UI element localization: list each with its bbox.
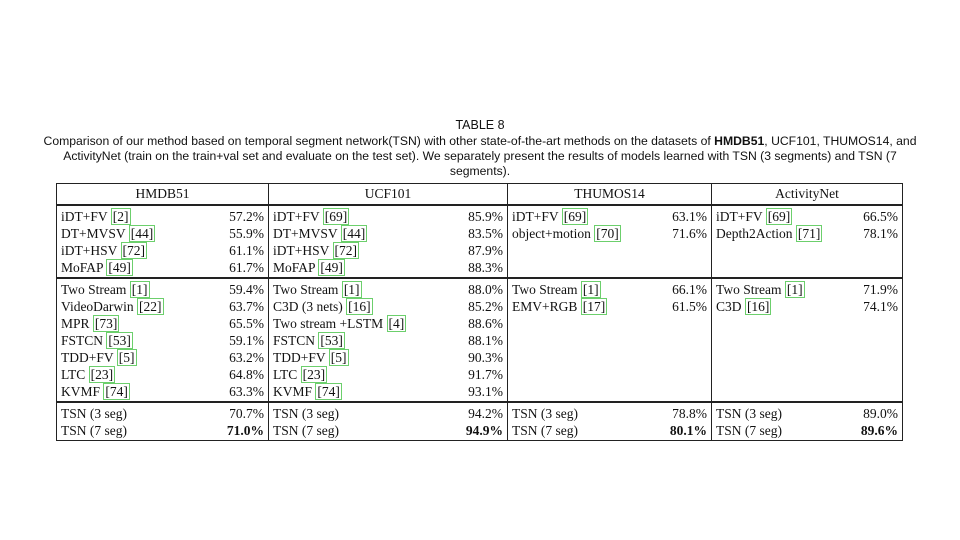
results-table [56, 183, 903, 441]
method-cell [269, 349, 453, 366]
method-cell [508, 205, 660, 225]
method-cell [269, 422, 453, 441]
accuracy-cell [453, 225, 508, 242]
method-cell [712, 205, 852, 225]
method-cell [508, 422, 660, 441]
caption-text-before: Comparison of our method based on temporal segment network(TSN) with other state-of-the-art methods on the datasets of [43, 134, 715, 148]
accuracy-cell [852, 366, 903, 383]
accuracy-value: 71.0% [226, 423, 265, 438]
accuracy-cell [660, 278, 712, 298]
method-cell [712, 332, 852, 349]
method-cell [57, 259, 215, 278]
accuracy-value: 93.1% [468, 384, 504, 399]
accuracy-value: 63.3% [229, 384, 265, 399]
accuracy-value: 66.1% [672, 282, 708, 297]
header-ucf101: UCF101 [269, 184, 508, 206]
citation-ref[interactable]: [74] [105, 384, 128, 399]
method-cell [508, 315, 660, 332]
table-caption [40, 118, 920, 179]
method-cell [269, 259, 453, 278]
method-name: iDT+FV [61, 209, 108, 224]
accuracy-cell [660, 349, 712, 366]
accuracy-value: 63.1% [672, 209, 708, 224]
table-row [57, 332, 903, 349]
accuracy-cell [660, 402, 712, 422]
method-cell [712, 402, 852, 422]
method-cell [712, 315, 852, 332]
method-name: KVMF [61, 384, 101, 399]
citation-ref[interactable]: [69] [767, 209, 791, 224]
accuracy-cell [215, 278, 269, 298]
method-name: iDT+HSV [273, 243, 330, 258]
accuracy-cell [852, 242, 903, 259]
accuracy-value: 91.7% [468, 367, 504, 382]
method-name: Two Stream [273, 282, 339, 297]
method-cell [508, 402, 660, 422]
citation-ref[interactable]: [70] [596, 226, 619, 241]
method-name: MPR [61, 316, 90, 331]
accuracy-cell [660, 366, 712, 383]
accuracy-cell [852, 205, 903, 225]
results-body [57, 205, 903, 441]
table-row [57, 278, 903, 298]
accuracy-value: 88.1% [468, 333, 504, 348]
accuracy-value: 64.8% [229, 367, 265, 382]
method-cell [508, 259, 660, 278]
citation-ref[interactable]: [4] [388, 316, 405, 331]
method-name: C3D (3 nets) [273, 299, 343, 314]
method-name: TSN (3 seg) [512, 406, 579, 421]
method-cell [508, 225, 660, 242]
table-row [57, 383, 903, 402]
header-hmdb51: HMDB51 [57, 184, 269, 206]
citation-ref[interactable]: [16] [746, 299, 770, 314]
method-name: TDD+FV [273, 350, 326, 365]
method-name: Two Stream [512, 282, 578, 297]
accuracy-value: 88.0% [468, 282, 504, 297]
method-cell [57, 366, 215, 383]
accuracy-cell [660, 225, 712, 242]
accuracy-cell [453, 315, 508, 332]
accuracy-cell [660, 422, 712, 441]
method-name: VideoDarwin [61, 299, 134, 314]
method-name: FSTCN [273, 333, 316, 348]
accuracy-cell [852, 422, 903, 441]
accuracy-value: 88.3% [468, 260, 504, 275]
accuracy-value: 94.2% [468, 406, 504, 421]
table-label: TABLE 8 [455, 118, 505, 132]
citation-ref[interactable]: [69] [563, 209, 587, 224]
header-activitynet: ActivityNet [712, 184, 903, 206]
caption-text-after: , UCF101, THUMOS14, and ActivityNet (train on the train+val set and evaluate on the test set). We separately present the results of models learned with TSN (3 segments) and TSN (7 segments). [63, 134, 917, 178]
method-cell [508, 383, 660, 402]
method-name: EMV+RGB [512, 299, 578, 314]
citation-ref[interactable]: [16] [348, 299, 371, 314]
accuracy-value: 66.5% [863, 209, 899, 224]
accuracy-cell [852, 278, 903, 298]
method-name: FSTCN [61, 333, 104, 348]
citation-ref[interactable]: [74] [317, 384, 340, 399]
table-row [57, 225, 903, 242]
method-name: TSN (7 seg) [716, 423, 783, 438]
method-cell [269, 315, 453, 332]
method-name: LTC [273, 367, 298, 382]
accuracy-cell [453, 383, 508, 402]
citation-ref[interactable]: [1] [343, 282, 360, 297]
accuracy-cell [215, 242, 269, 259]
citation-ref[interactable]: [44] [342, 226, 366, 241]
method-cell [57, 422, 215, 441]
method-cell [508, 366, 660, 383]
accuracy-cell [852, 332, 903, 349]
accuracy-value: 59.1% [229, 333, 265, 348]
method-cell [269, 225, 453, 242]
accuracy-cell [215, 315, 269, 332]
accuracy-value: 78.1% [863, 226, 899, 241]
accuracy-value: 89.0% [863, 406, 899, 421]
accuracy-cell [215, 349, 269, 366]
accuracy-cell [215, 366, 269, 383]
header-row [57, 184, 903, 206]
method-name: KVMF [273, 384, 313, 399]
method-name: DT+MVSV [61, 226, 126, 241]
accuracy-cell [215, 332, 269, 349]
accuracy-value: 74.1% [863, 299, 899, 314]
table-row [57, 366, 903, 383]
accuracy-value: 83.5% [468, 226, 504, 241]
citation-ref[interactable]: [5] [330, 350, 347, 365]
accuracy-value: 78.8% [672, 406, 708, 421]
accuracy-cell [453, 298, 508, 315]
citation-ref[interactable]: [49] [108, 260, 131, 275]
accuracy-cell [215, 259, 269, 278]
method-cell [57, 205, 215, 225]
accuracy-value: 85.2% [468, 299, 504, 314]
method-cell [57, 242, 215, 259]
accuracy-cell [852, 402, 903, 422]
citation-ref[interactable]: [1] [582, 282, 599, 297]
method-name: MoFAP [61, 260, 104, 275]
method-cell [712, 259, 852, 278]
table-row [57, 242, 903, 259]
accuracy-cell [852, 349, 903, 366]
citation-ref[interactable]: [2] [112, 209, 129, 224]
table-row [57, 205, 903, 225]
method-cell [508, 298, 660, 315]
accuracy-cell [852, 383, 903, 402]
accuracy-value: 55.9% [229, 226, 265, 241]
method-cell [712, 225, 852, 242]
method-name: iDT+FV [273, 209, 320, 224]
method-name: MoFAP [273, 260, 316, 275]
citation-ref[interactable]: [23] [90, 367, 114, 382]
accuracy-cell [852, 259, 903, 278]
table-row [57, 298, 903, 315]
accuracy-value: 63.7% [229, 299, 265, 314]
accuracy-value: 87.9% [468, 243, 504, 258]
accuracy-cell [453, 205, 508, 225]
accuracy-value: 94.9% [465, 423, 504, 438]
citation-ref[interactable]: [1] [786, 282, 803, 297]
accuracy-cell [852, 225, 903, 242]
method-cell [269, 242, 453, 259]
citation-ref[interactable]: [44] [130, 226, 154, 241]
method-cell [712, 383, 852, 402]
method-cell [712, 366, 852, 383]
citation-ref[interactable]: [22] [139, 299, 162, 314]
accuracy-cell [852, 298, 903, 315]
method-name: LTC [61, 367, 86, 382]
citation-ref[interactable]: [73] [94, 316, 118, 331]
accuracy-cell [453, 422, 508, 441]
accuracy-cell [215, 298, 269, 315]
method-name: Two Stream [61, 282, 127, 297]
method-cell [269, 383, 453, 402]
method-name: TSN (7 seg) [61, 423, 127, 438]
citation-ref[interactable]: [72] [334, 243, 358, 258]
table-row [57, 422, 903, 441]
method-cell [57, 383, 215, 402]
accuracy-value: 71.9% [863, 282, 899, 297]
table-row [57, 349, 903, 366]
method-name: iDT+HSV [61, 243, 118, 258]
method-cell [57, 349, 215, 366]
method-cell [508, 242, 660, 259]
method-name: TDD+FV [61, 350, 114, 365]
accuracy-value: 61.1% [229, 243, 265, 258]
method-cell [57, 315, 215, 332]
method-cell [269, 298, 453, 315]
citation-ref[interactable]: [69] [324, 209, 348, 224]
method-name: TSN (7 seg) [273, 423, 340, 438]
citation-ref[interactable]: [1] [131, 282, 148, 297]
accuracy-cell [660, 259, 712, 278]
method-name: TSN (3 seg) [61, 406, 127, 421]
accuracy-cell [215, 383, 269, 402]
method-name: TSN (3 seg) [273, 406, 340, 421]
citation-ref[interactable]: [53] [320, 333, 343, 348]
accuracy-value: 61.5% [672, 299, 708, 314]
method-cell [57, 298, 215, 315]
accuracy-cell [453, 259, 508, 278]
method-cell [712, 422, 852, 441]
method-name: Two Stream [716, 282, 782, 297]
accuracy-value: 70.7% [229, 406, 265, 421]
method-name: TSN (3 seg) [716, 406, 783, 421]
accuracy-cell [453, 242, 508, 259]
table-row [57, 259, 903, 278]
method-cell [712, 242, 852, 259]
citation-ref[interactable]: [17] [582, 299, 606, 314]
accuracy-cell [660, 332, 712, 349]
method-cell [712, 278, 852, 298]
accuracy-cell [453, 332, 508, 349]
method-cell [269, 402, 453, 422]
method-cell [269, 366, 453, 383]
method-name: object+motion [512, 226, 591, 241]
caption-bold-dataset: HMDB51 [714, 134, 765, 148]
accuracy-cell [660, 205, 712, 225]
method-cell [57, 278, 215, 298]
method-cell [712, 298, 852, 315]
accuracy-value: 65.5% [229, 316, 265, 331]
accuracy-value: 80.1% [669, 423, 708, 438]
accuracy-cell [453, 349, 508, 366]
citation-ref[interactable]: [71] [797, 226, 821, 241]
accuracy-value: 63.2% [229, 350, 265, 365]
accuracy-cell [660, 242, 712, 259]
table-row [57, 315, 903, 332]
method-name: Two stream +LSTM [273, 316, 384, 331]
accuracy-cell [453, 366, 508, 383]
citation-ref[interactable]: [23] [302, 367, 326, 382]
method-cell [57, 332, 215, 349]
accuracy-cell [660, 383, 712, 402]
accuracy-value: 90.3% [468, 350, 504, 365]
method-name: TSN (7 seg) [512, 423, 579, 438]
header-thumos14: THUMOS14 [508, 184, 712, 206]
accuracy-cell [660, 315, 712, 332]
accuracy-value: 85.9% [468, 209, 504, 224]
accuracy-cell [215, 205, 269, 225]
method-cell [508, 278, 660, 298]
accuracy-value: 59.4% [229, 282, 265, 297]
method-cell [57, 225, 215, 242]
accuracy-cell [660, 298, 712, 315]
method-name: C3D [716, 299, 742, 314]
accuracy-cell [215, 402, 269, 422]
table-row [57, 402, 903, 422]
method-cell [269, 278, 453, 298]
citation-ref[interactable]: [53] [108, 333, 131, 348]
accuracy-cell [215, 422, 269, 441]
method-name: DT+MVSV [273, 226, 338, 241]
accuracy-cell [215, 225, 269, 242]
method-cell [712, 349, 852, 366]
citation-ref[interactable]: [5] [118, 350, 135, 365]
accuracy-value: 89.6% [860, 423, 899, 438]
accuracy-cell [453, 278, 508, 298]
method-cell [508, 349, 660, 366]
method-cell [269, 205, 453, 225]
accuracy-value: 61.7% [229, 260, 265, 275]
citation-ref[interactable]: [49] [320, 260, 343, 275]
accuracy-value: 57.2% [229, 209, 265, 224]
method-name: iDT+FV [716, 209, 763, 224]
accuracy-value: 88.6% [468, 316, 504, 331]
method-name: Depth2Action [716, 226, 793, 241]
method-cell [57, 402, 215, 422]
citation-ref[interactable]: [72] [122, 243, 145, 258]
method-cell [508, 332, 660, 349]
accuracy-cell [453, 402, 508, 422]
method-cell [269, 332, 453, 349]
accuracy-cell [852, 315, 903, 332]
accuracy-value: 71.6% [672, 226, 708, 241]
method-name: iDT+FV [512, 209, 559, 224]
